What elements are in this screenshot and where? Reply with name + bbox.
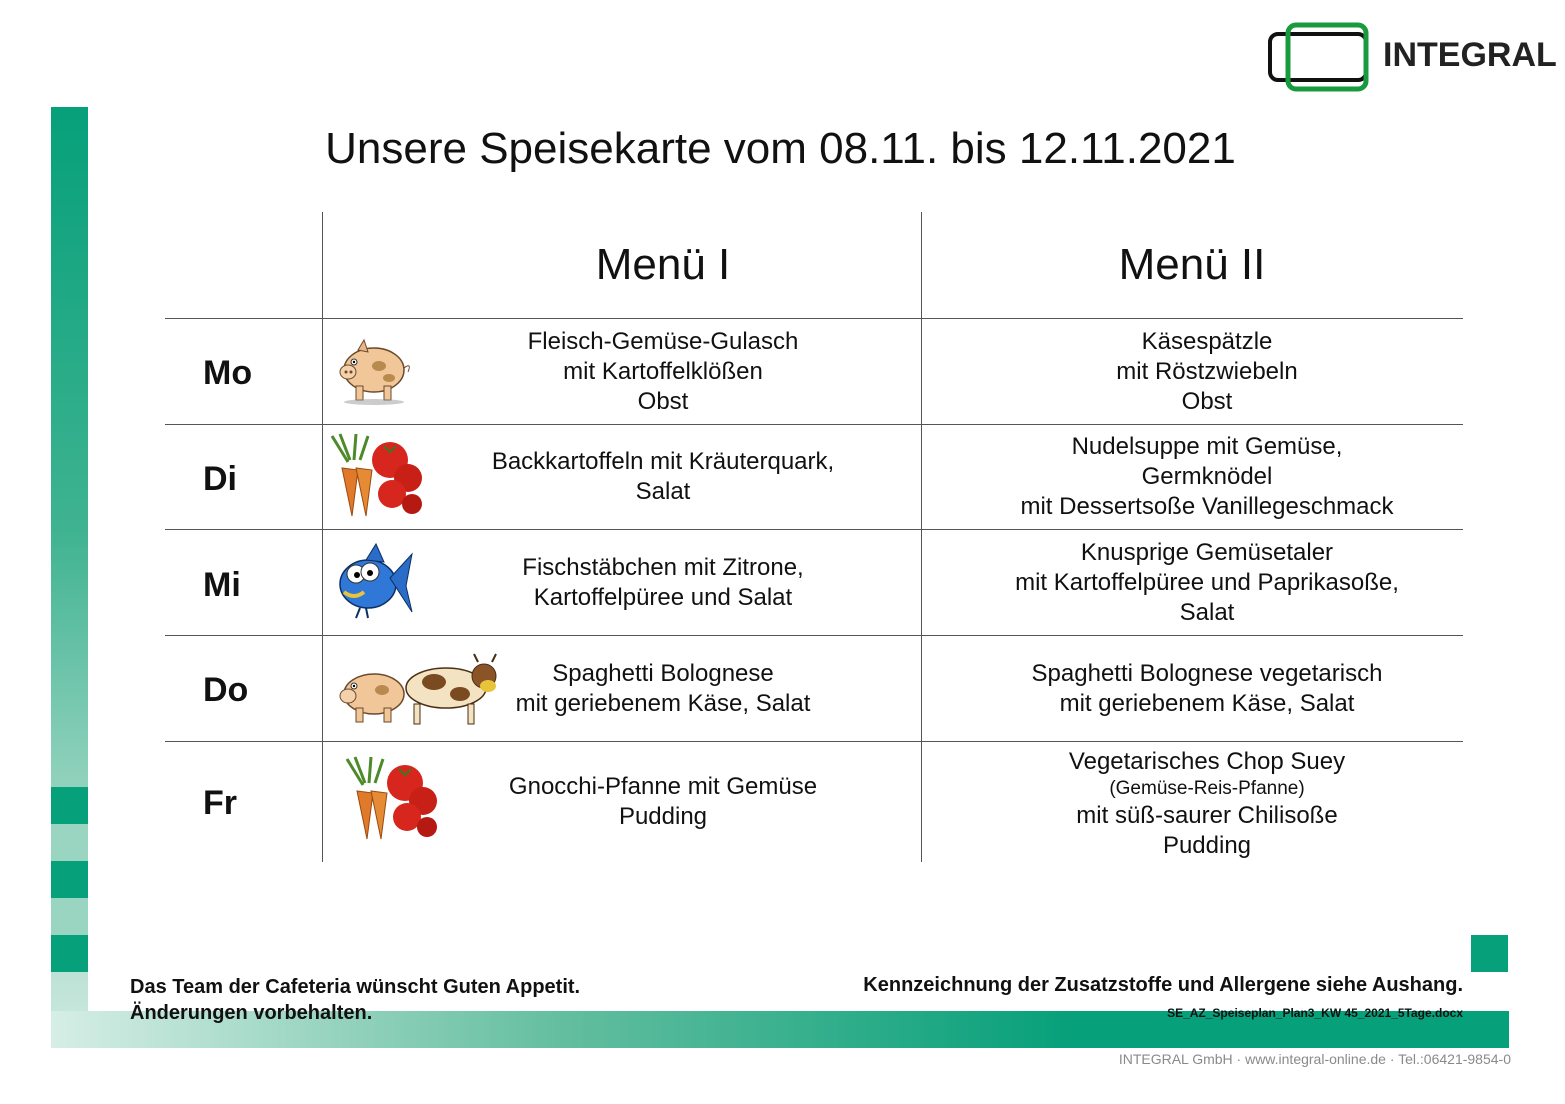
file-name: SE_AZ_Speiseplan_Plan3_KW 45_2021_5Tage.docx <box>1167 1006 1463 1020</box>
logo-text: INTEGRAL <box>1383 36 1557 74</box>
menu2-cell <box>952 319 1462 424</box>
allergen-note: Kennzeichnung der Zusatzstoffe und Allergene siehe Aushang. <box>863 974 1463 996</box>
dish-line: Obst <box>1181 387 1233 415</box>
dish-line: Vegetarisches Chop Suey <box>1068 748 1346 775</box>
decor-square <box>51 787 88 824</box>
decor-square <box>51 898 88 935</box>
dish-line: Salat <box>635 478 691 505</box>
menu2-header: Menü II <box>1118 240 1266 289</box>
day-label: Do <box>203 671 249 709</box>
greeting-line: Das Team der Cafeteria wünscht Guten Appetit. <box>130 976 581 998</box>
decor-square <box>51 861 88 898</box>
dish-line: Käsespätzle <box>1141 327 1273 355</box>
dish-line: Kartoffelpüree und Salat <box>533 583 793 611</box>
disclaimer-line: Änderungen vorbehalten. <box>130 1002 373 1024</box>
dish-line: mit Röstzwiebeln <box>1116 357 1298 385</box>
day-label: Mi <box>203 566 241 604</box>
menu1-cell <box>440 742 886 862</box>
day-label: Mo <box>203 354 253 392</box>
dish-line: mit Dessertsoße Vanillegeschmack <box>1020 493 1394 520</box>
company-info: INTEGRAL GmbH · www.integral-online.de · Tel.:06421-9854-0 <box>1118 1051 1511 1067</box>
dish-line: Gnocchi-Pfanne mit Gemüse <box>508 773 818 800</box>
menu2-cell <box>952 530 1462 635</box>
dish-line: (Gemüse-Reis-Pfanne) <box>1109 778 1305 799</box>
menu1-header: Menü I <box>595 240 731 289</box>
fish-icon <box>336 542 414 620</box>
table-divider <box>921 212 922 862</box>
vegetables-icon <box>328 432 426 518</box>
dish-line: mit süß-saurer Chilisoße <box>1076 802 1338 829</box>
menu1-cell <box>440 636 886 741</box>
dish-line: Germknödel <box>1141 463 1273 490</box>
dish-line: Backkartoffeln mit Kräuterquark, <box>491 448 835 475</box>
menu2-cell <box>952 744 1462 864</box>
dish-line: mit Kartoffelpüree und Paprikasoße, <box>1015 568 1399 596</box>
dish-line: Pudding <box>1162 832 1252 859</box>
decor-square <box>1471 935 1508 972</box>
day-label: Fr <box>203 784 237 822</box>
dish-line: Salat <box>1179 598 1235 626</box>
dish-line: mit geriebenem Käse, Salat <box>1059 689 1355 717</box>
menu2-cell <box>952 636 1462 741</box>
dish-line: Spaghetti Bolognese vegetarisch <box>1031 659 1383 687</box>
pig-icon <box>334 336 414 406</box>
dish-line: Nudelsuppe mit Gemüse, <box>1071 433 1343 460</box>
table-divider <box>322 212 323 862</box>
page-title: Unsere Speisekarte vom 08.11. bis 12.11.2021 <box>325 124 1236 173</box>
footer-greeting <box>130 974 580 1026</box>
vegetables-icon <box>343 755 441 841</box>
menu1-cell <box>440 319 886 424</box>
dish-line: mit geriebenem Käse, Salat <box>515 689 811 717</box>
decor-square <box>51 935 88 972</box>
menu1-cell <box>440 530 886 635</box>
dish-line: Pudding <box>618 803 708 830</box>
day-label: Di <box>203 460 237 498</box>
dish-line: Fischstäbchen mit Zitrone, <box>522 553 804 581</box>
dish-line: Spaghetti Bolognese <box>552 659 774 687</box>
dish-line: Knusprige Gemüsetaler <box>1080 538 1334 566</box>
dish-line: Fleisch-Gemüse-Gulasch <box>527 327 799 355</box>
menu2-cell <box>952 425 1462 529</box>
decor-square <box>51 824 88 861</box>
dish-line: Obst <box>637 387 689 415</box>
dish-line: mit Kartoffelklößen <box>563 357 763 385</box>
menu1-cell <box>440 425 886 529</box>
